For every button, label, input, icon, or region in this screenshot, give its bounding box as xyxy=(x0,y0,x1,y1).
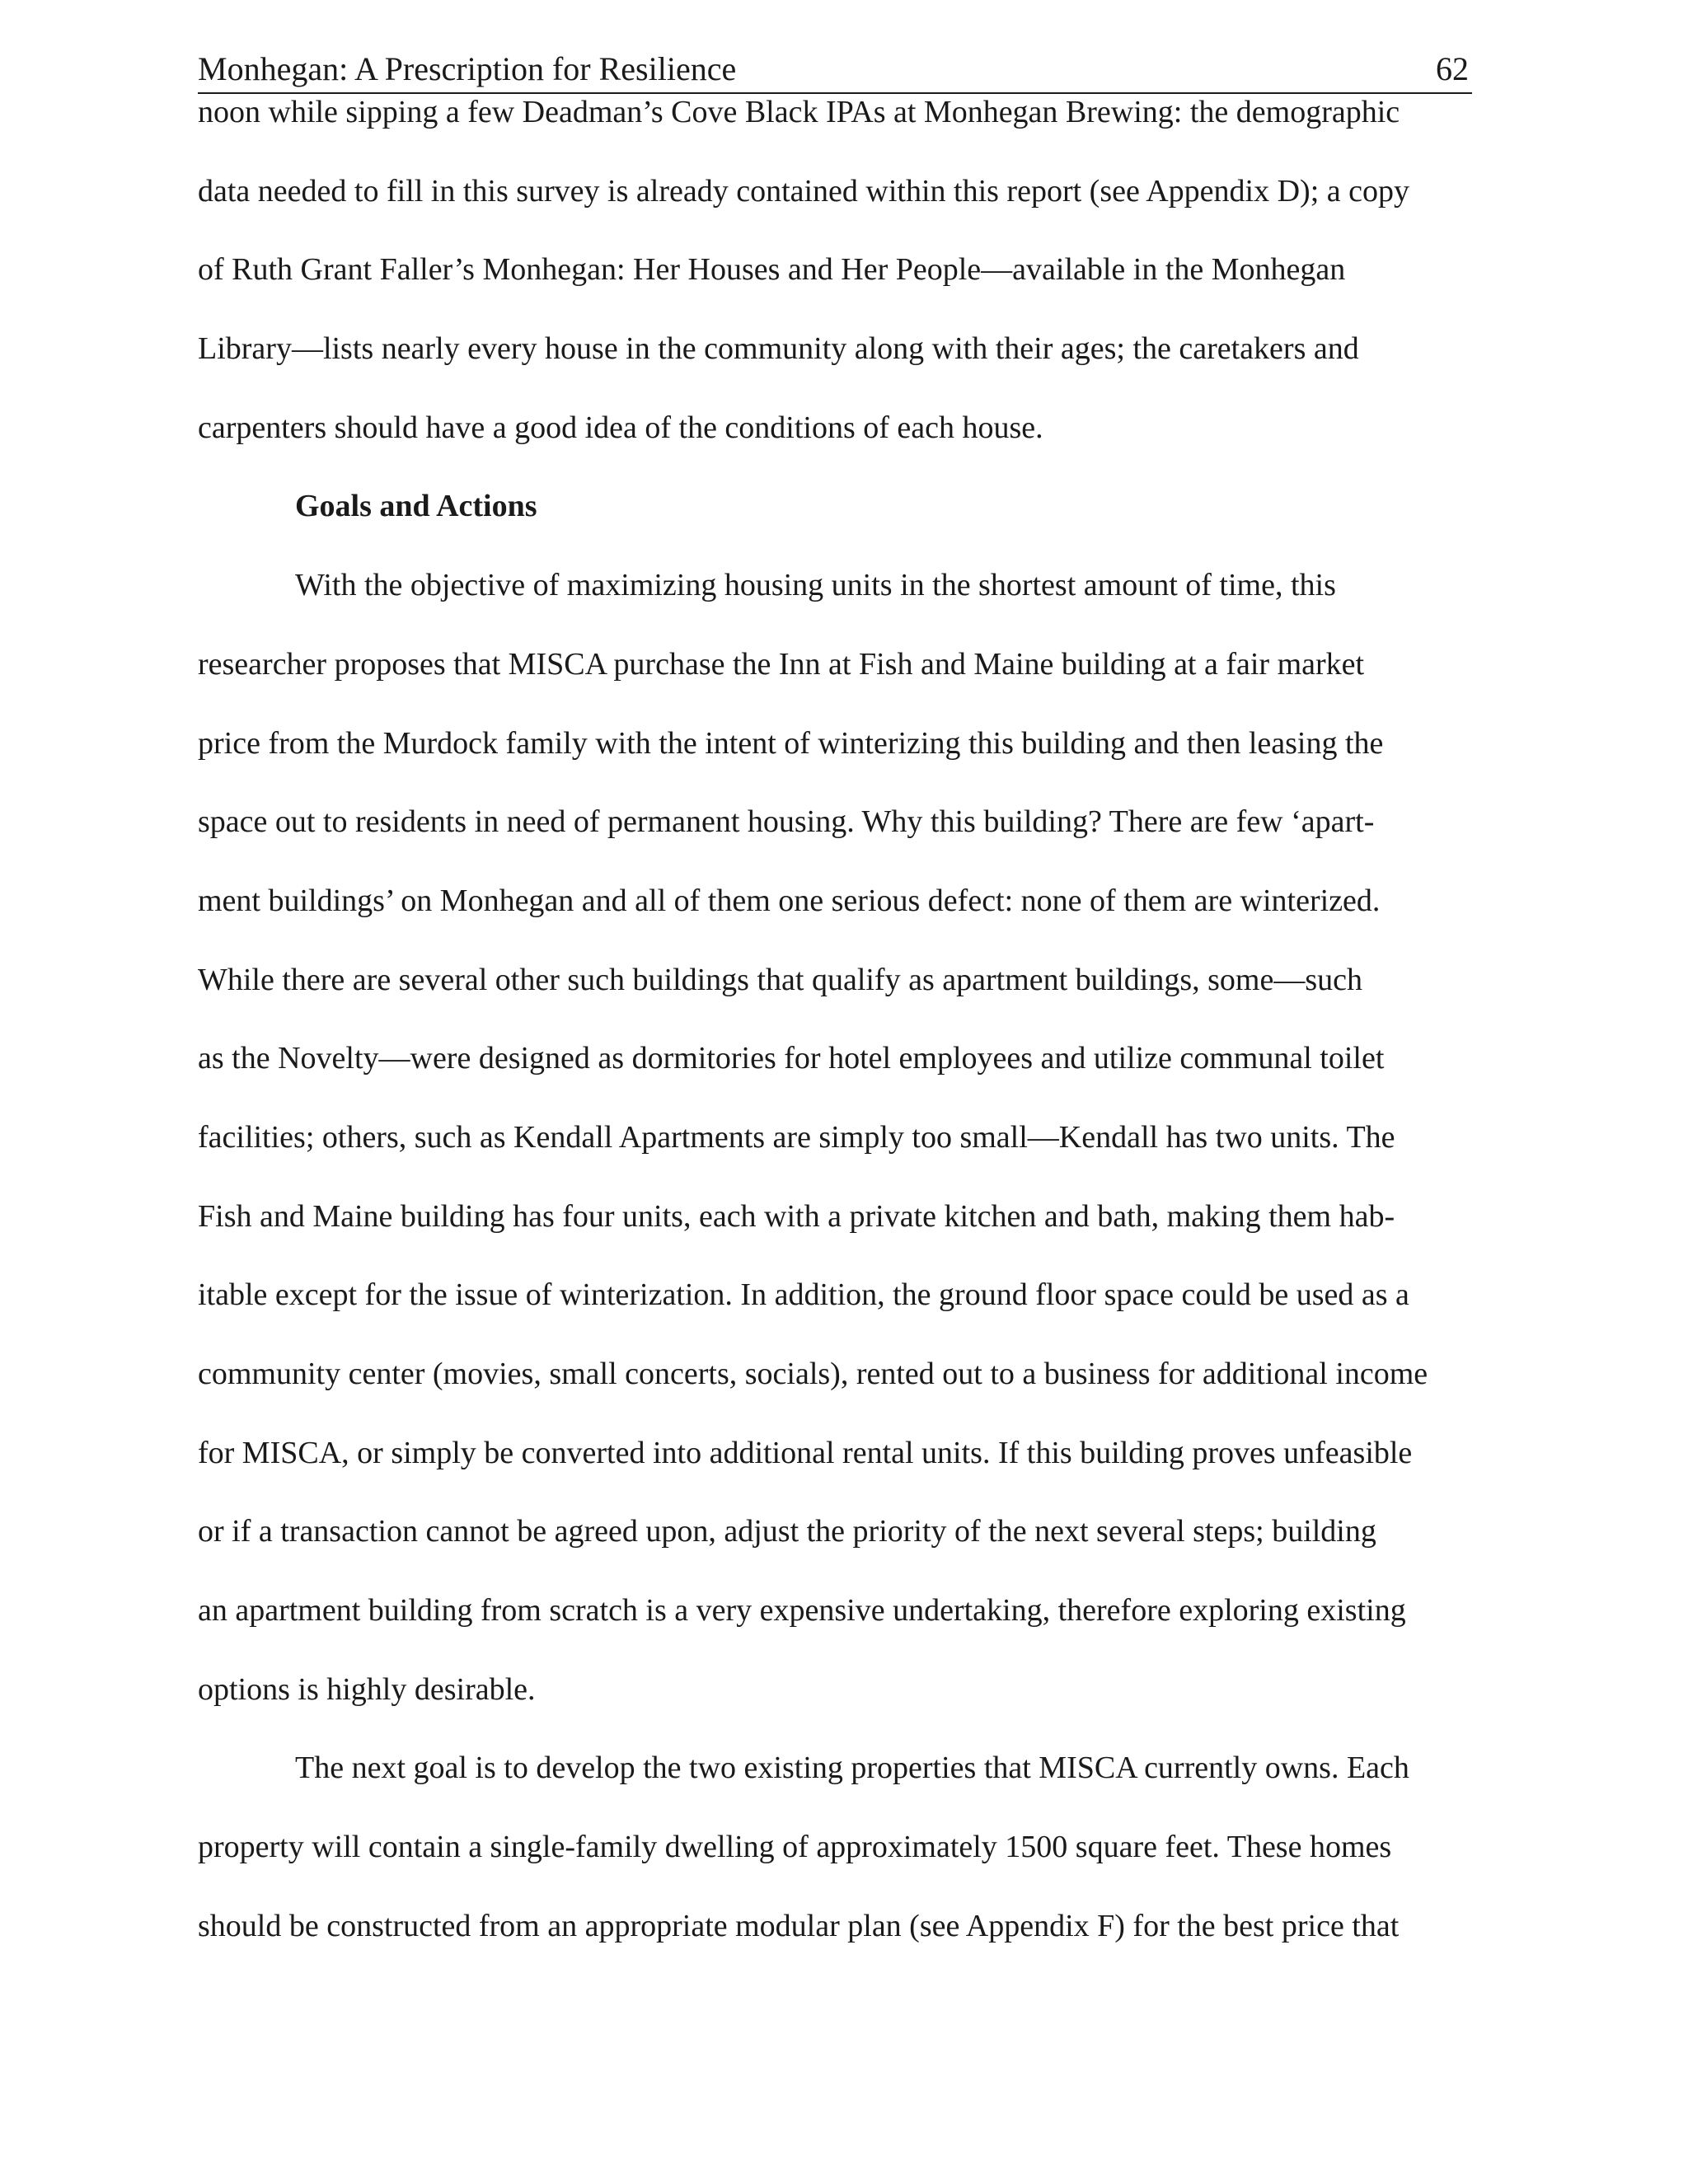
text-line: of Ruth Grant Faller’s Monhegan: Her Houses and Her People—available in the Monhegan xyxy=(198,252,1346,288)
text-line: or if a transaction cannot be agreed upon, adjust the priority of the next several steps; building xyxy=(198,1514,1376,1549)
text-line: community center (movies, small concerts, socials), rented out to a business for additional income xyxy=(198,1357,1428,1391)
text-line: carpenters should have a good idea of the conditions of each house. xyxy=(198,410,1043,445)
text-line: options is highly desirable. xyxy=(198,1671,536,1707)
text-line: The next goal is to develop the two existing properties that MISCA currently owns. Each xyxy=(295,1750,1409,1786)
running-header xyxy=(198,49,1472,94)
text-line: as the Novelty—were designed as dormitories for hotel employees and utilize communal toilet xyxy=(198,1041,1385,1076)
text-line: Fish and Maine building has four units, each with a private kitchen and bath, making them hab- xyxy=(198,1198,1395,1234)
text-line: price from the Murdock family with the intent of winterizing this building and then leasing the xyxy=(198,725,1384,761)
text-line: With the objective of maximizing housing units in the shortest amount of time, this xyxy=(295,568,1336,603)
text-line: noon while sipping a few Deadman’s Cove Black IPAs at Monhegan Brewing: the demographic xyxy=(198,95,1400,129)
text-line: ment buildings’ on Monhegan and all of them one serious defect: none of them are winterized. xyxy=(198,883,1381,918)
text-line: space out to residents in need of permanent housing. Why this building? There are few ‘apart- xyxy=(198,804,1375,840)
header-title: Monhegan: A Prescription for Resilience xyxy=(198,50,737,87)
section-heading: Goals and Actions xyxy=(295,489,537,524)
text-line: property will contain a single-family dwelling of approximately 1500 square feet. These homes xyxy=(198,1830,1392,1865)
text-line: an apartment building from scratch is a very expensive undertaking, therefore exploring existing xyxy=(198,1593,1406,1629)
text-line: itable except for the issue of winterization. In addition, the ground floor space could be used as a xyxy=(198,1277,1409,1313)
page-number: 62 xyxy=(1436,50,1469,87)
text-line: should be constructed from an appropriate modular plan (see Appendix F) for the best price that xyxy=(198,1908,1400,1943)
body-text xyxy=(198,91,1484,1984)
text-line: Library—lists nearly every house in the community along with their ages; the caretakers and xyxy=(198,331,1359,367)
text-line: While there are several other such buildings that qualify as apartment buildings, some—such xyxy=(198,962,1362,997)
text-line: for MISCA, or simply be converted into additional rental units. If this building proves unfeasible xyxy=(198,1435,1413,1470)
text-line: researcher proposes that MISCA purchase the Inn at Fish and Maine building at a fair market xyxy=(198,646,1365,682)
text-line: facilities; others, such as Kendall Apartments are simply too small—Kendall has two units. The xyxy=(198,1119,1395,1155)
text-line: data needed to fill in this survey is already contained within this report (see Appendix D); a copy xyxy=(198,173,1409,209)
